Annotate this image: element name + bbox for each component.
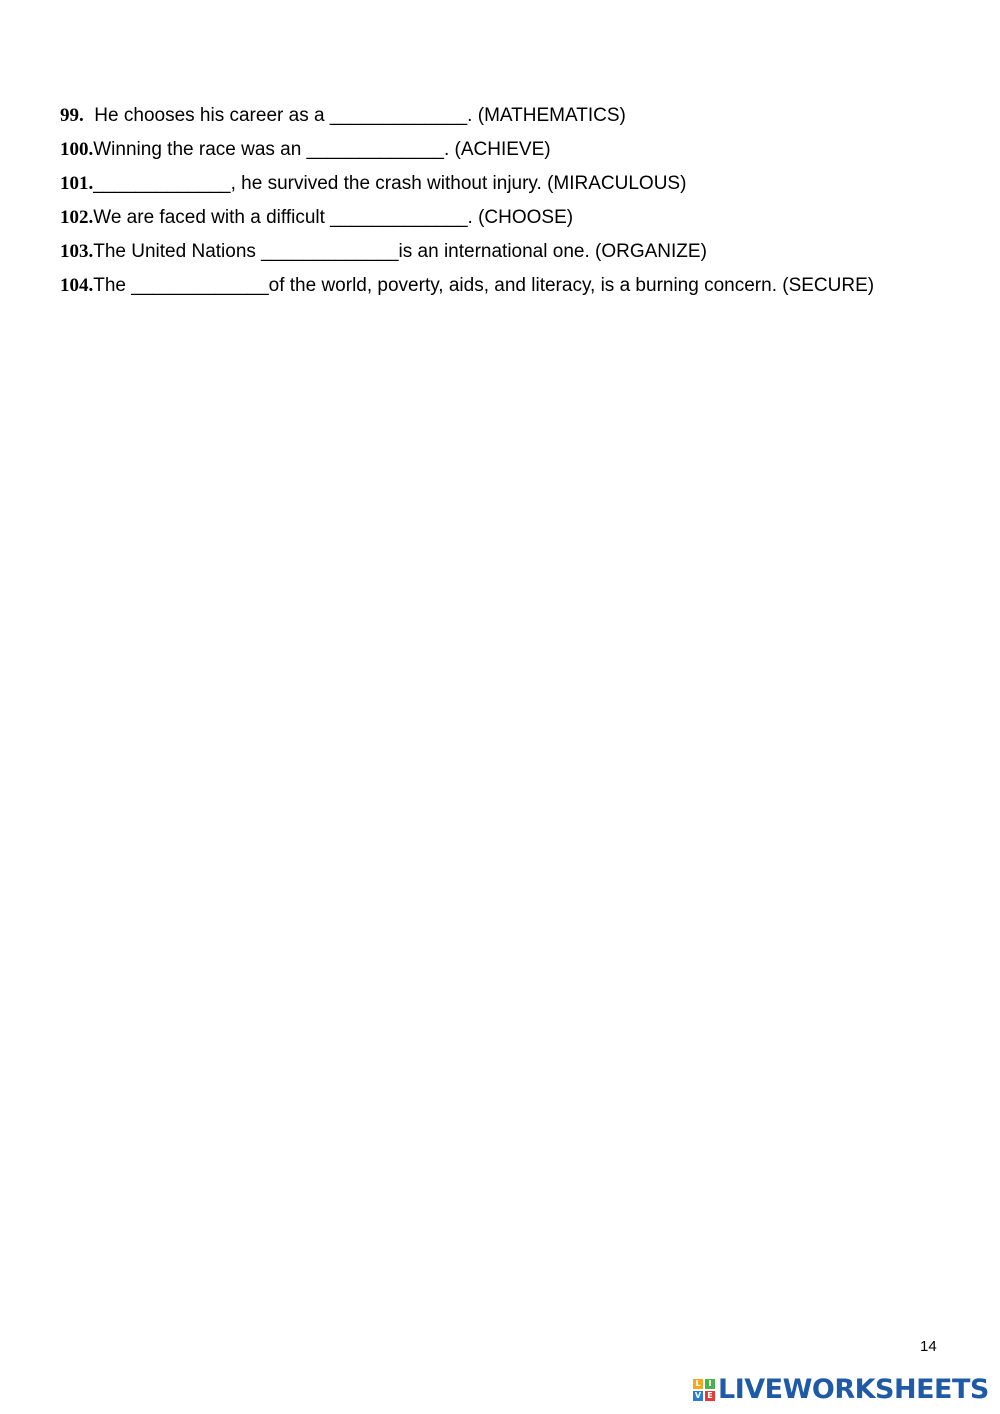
item-text: We are faced with a difficult _____________. (CHOOSE) xyxy=(93,207,574,228)
logo-mark-letter: L xyxy=(693,1379,703,1389)
logo-text: LIVEWORKSHEETS xyxy=(718,1374,989,1405)
liveworksheets-logo xyxy=(693,1376,989,1404)
exercise-item xyxy=(60,271,960,305)
exercise-item xyxy=(60,169,960,203)
item-number: 101. xyxy=(60,173,94,194)
item-text: The _____________of the world, poverty, aids, and literacy, is a burning concern. (SECURE) xyxy=(93,275,875,296)
exercise-list xyxy=(60,101,960,305)
item-number: 99. xyxy=(60,105,84,126)
exercise-item xyxy=(60,135,960,169)
item-text: Winning the race was an _____________. (ACHIEVE) xyxy=(93,139,551,160)
logo-mark-letter: E xyxy=(705,1391,715,1401)
exercise-item xyxy=(60,203,960,237)
item-number: 104. xyxy=(60,275,94,296)
item-number: 103. xyxy=(60,241,94,262)
logo-mark-letter: I xyxy=(705,1379,715,1389)
item-number: 102. xyxy=(60,207,94,228)
item-number: 100. xyxy=(60,139,94,160)
logo-mark-icon xyxy=(693,1379,715,1401)
item-text: The United Nations _____________is an international one. (ORGANIZE) xyxy=(93,241,707,262)
item-text: He chooses his career as a _____________. (MATHEMATICS) xyxy=(83,105,626,126)
exercise-item xyxy=(60,237,960,271)
logo-mark-letter: V xyxy=(694,1391,702,1400)
item-text: _____________, he survived the crash without injury. (MIRACULOUS) xyxy=(93,173,687,194)
page-number: 14 xyxy=(920,1338,937,1355)
exercise-item xyxy=(60,101,960,135)
